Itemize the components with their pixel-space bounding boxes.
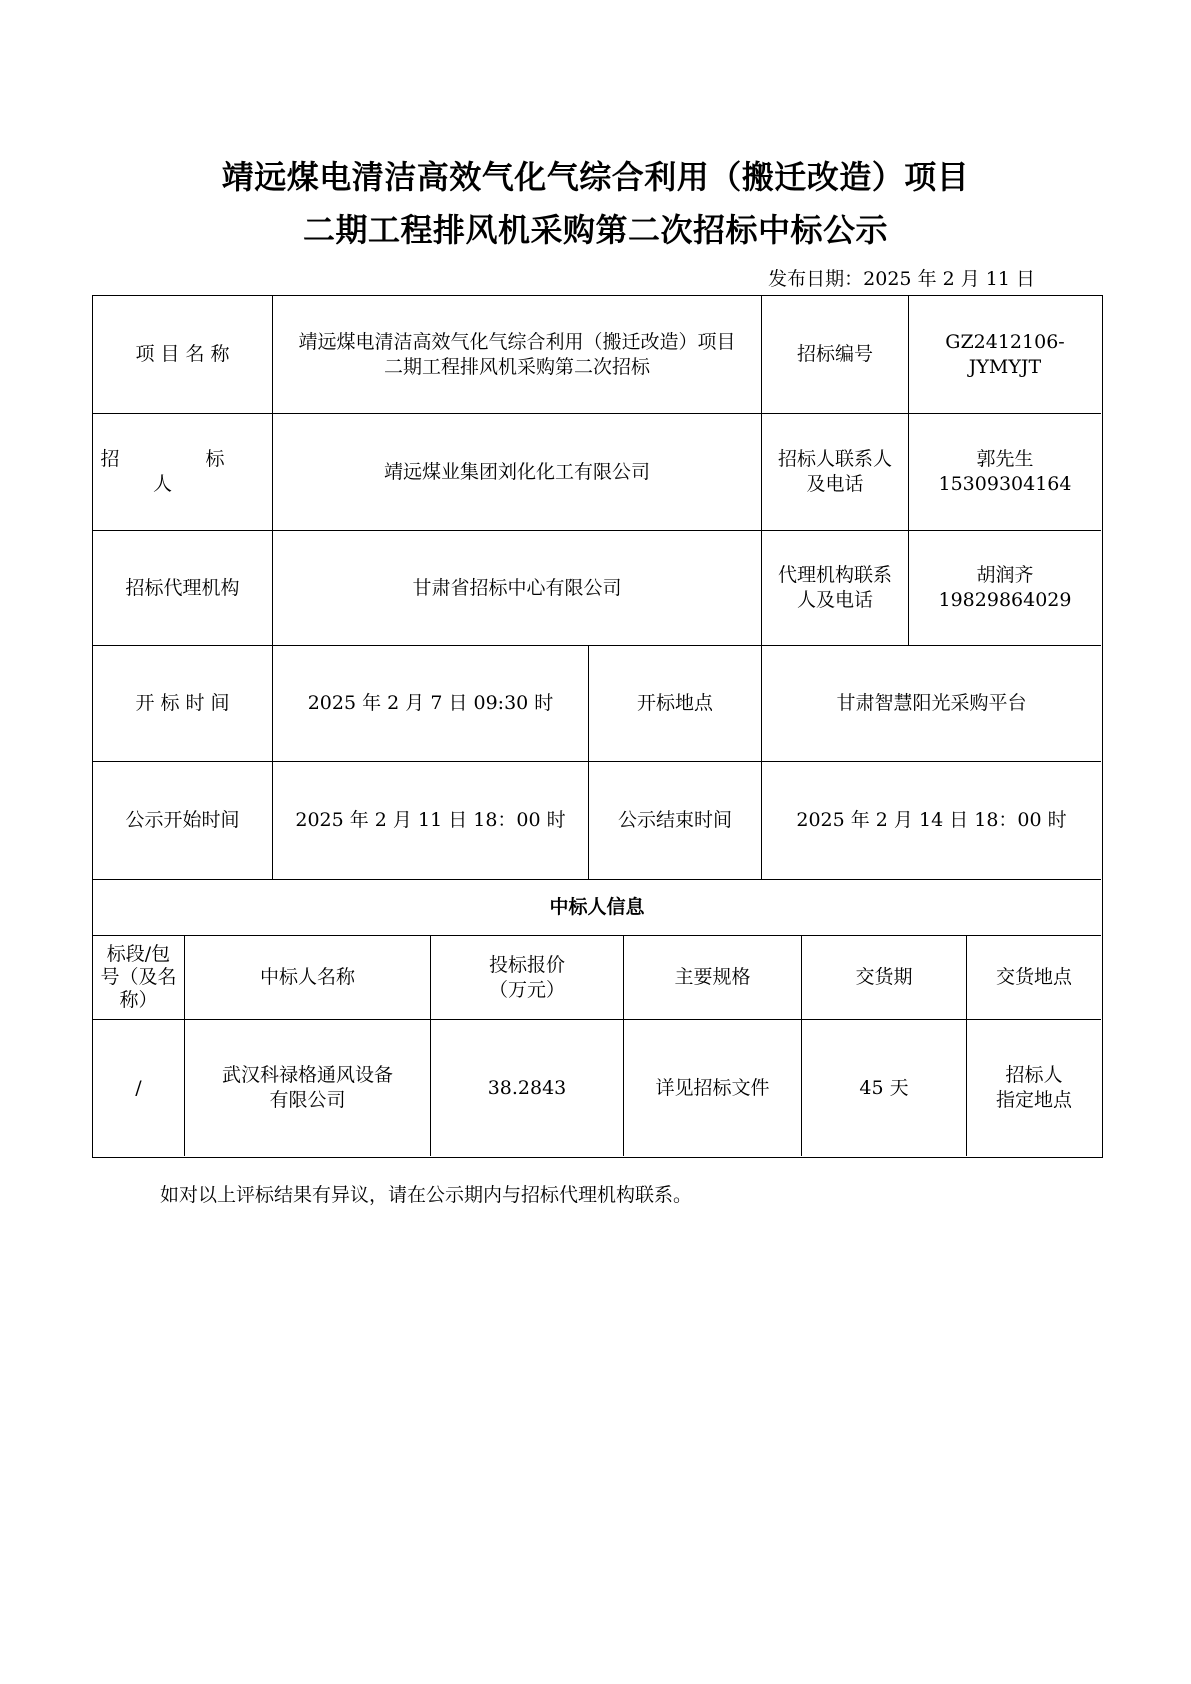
notice-start-value: 2025 年 2 月 11 日 18：00 时 xyxy=(273,762,589,880)
agency-contact-name: 胡润齐 xyxy=(976,564,1034,586)
row-price: 38.2843 xyxy=(431,1020,624,1156)
agency-contact-label: 代理机构联系 人及电话 xyxy=(762,531,909,646)
opening-time-value: 2025 年 2 月 7 日 09:30 时 xyxy=(273,646,589,762)
bid-result-table xyxy=(92,295,1103,1158)
objection-note: 如对以上评标结果有异议，请在公示期内与招标代理机构联系。 xyxy=(160,1184,693,1206)
agency-contact-value xyxy=(909,531,1101,646)
row-winner-name: 武汉科禄格通风设备 有限公司 xyxy=(185,1020,431,1156)
notice-end-value: 2025 年 2 月 14 日 18：00 时 xyxy=(762,762,1101,880)
opening-place-value: 甘肃智慧阳光采购平台 xyxy=(762,646,1101,762)
project-name-value xyxy=(273,296,762,414)
notice-end-label: 公示结束时间 xyxy=(589,762,762,880)
agency-value: 甘肃省招标中心有限公司 xyxy=(273,531,762,646)
header-lot: 标段/包 号（及名 称） xyxy=(93,936,185,1020)
tenderer-label: 招 标 人 xyxy=(93,414,273,531)
opening-place-label: 开标地点 xyxy=(589,646,762,762)
document-title-line1: 靖远煤电清洁高效气化气综合利用（搬迁改造）项目 xyxy=(221,158,970,196)
row-delivery-place: 招标人 指定地点 xyxy=(995,1064,1072,1111)
header-delivery-period: 交货期 xyxy=(802,936,967,1020)
tender-no-value: GZ2412106-JYMYJT xyxy=(909,296,1101,414)
tenderer-contact-value xyxy=(909,414,1101,531)
tenderer-contact-name: 郭先生 xyxy=(976,448,1034,470)
agency-label: 招标代理机构 xyxy=(93,531,273,646)
header-price: 投标报价 （万元） xyxy=(431,936,624,1020)
project-name-label: 项 目 名 称 xyxy=(93,296,273,414)
opening-time-label: 开 标 时 间 xyxy=(93,646,273,762)
header-delivery-place: 交货地点 xyxy=(967,936,1101,1020)
winner-section-title: 中标人信息 xyxy=(93,880,1101,936)
row-delivery-period: 45 天 xyxy=(802,1020,967,1156)
row-lot: / xyxy=(93,1020,185,1156)
tender-no-label: 招标编号 xyxy=(762,296,909,414)
notice-start-label: 公示开始时间 xyxy=(93,762,273,880)
tenderer-contact-phone: 15309304164 xyxy=(938,473,1072,495)
tenderer-value: 靖远煤业集团刘化化工有限公司 xyxy=(273,414,762,531)
header-spec: 主要规格 xyxy=(624,936,802,1020)
header-winner-name: 中标人名称 xyxy=(185,936,431,1020)
document-title-line2: 二期工程排风机采购第二次招标中标公示 xyxy=(302,211,888,249)
project-name-line1: 靖远煤电清洁高效气化气综合利用（搬迁改造）项目 xyxy=(298,330,736,353)
agency-contact-phone: 19829864029 xyxy=(938,589,1072,611)
tenderer-contact-label: 招标人联系人 及电话 xyxy=(762,414,909,531)
publish-date: 发布日期：2025 年 2 月 11 日 xyxy=(768,268,1035,290)
project-name-line2: 二期工程排风机采购第二次招标 xyxy=(383,355,650,378)
row-spec: 详见招标文件 xyxy=(624,1020,802,1156)
